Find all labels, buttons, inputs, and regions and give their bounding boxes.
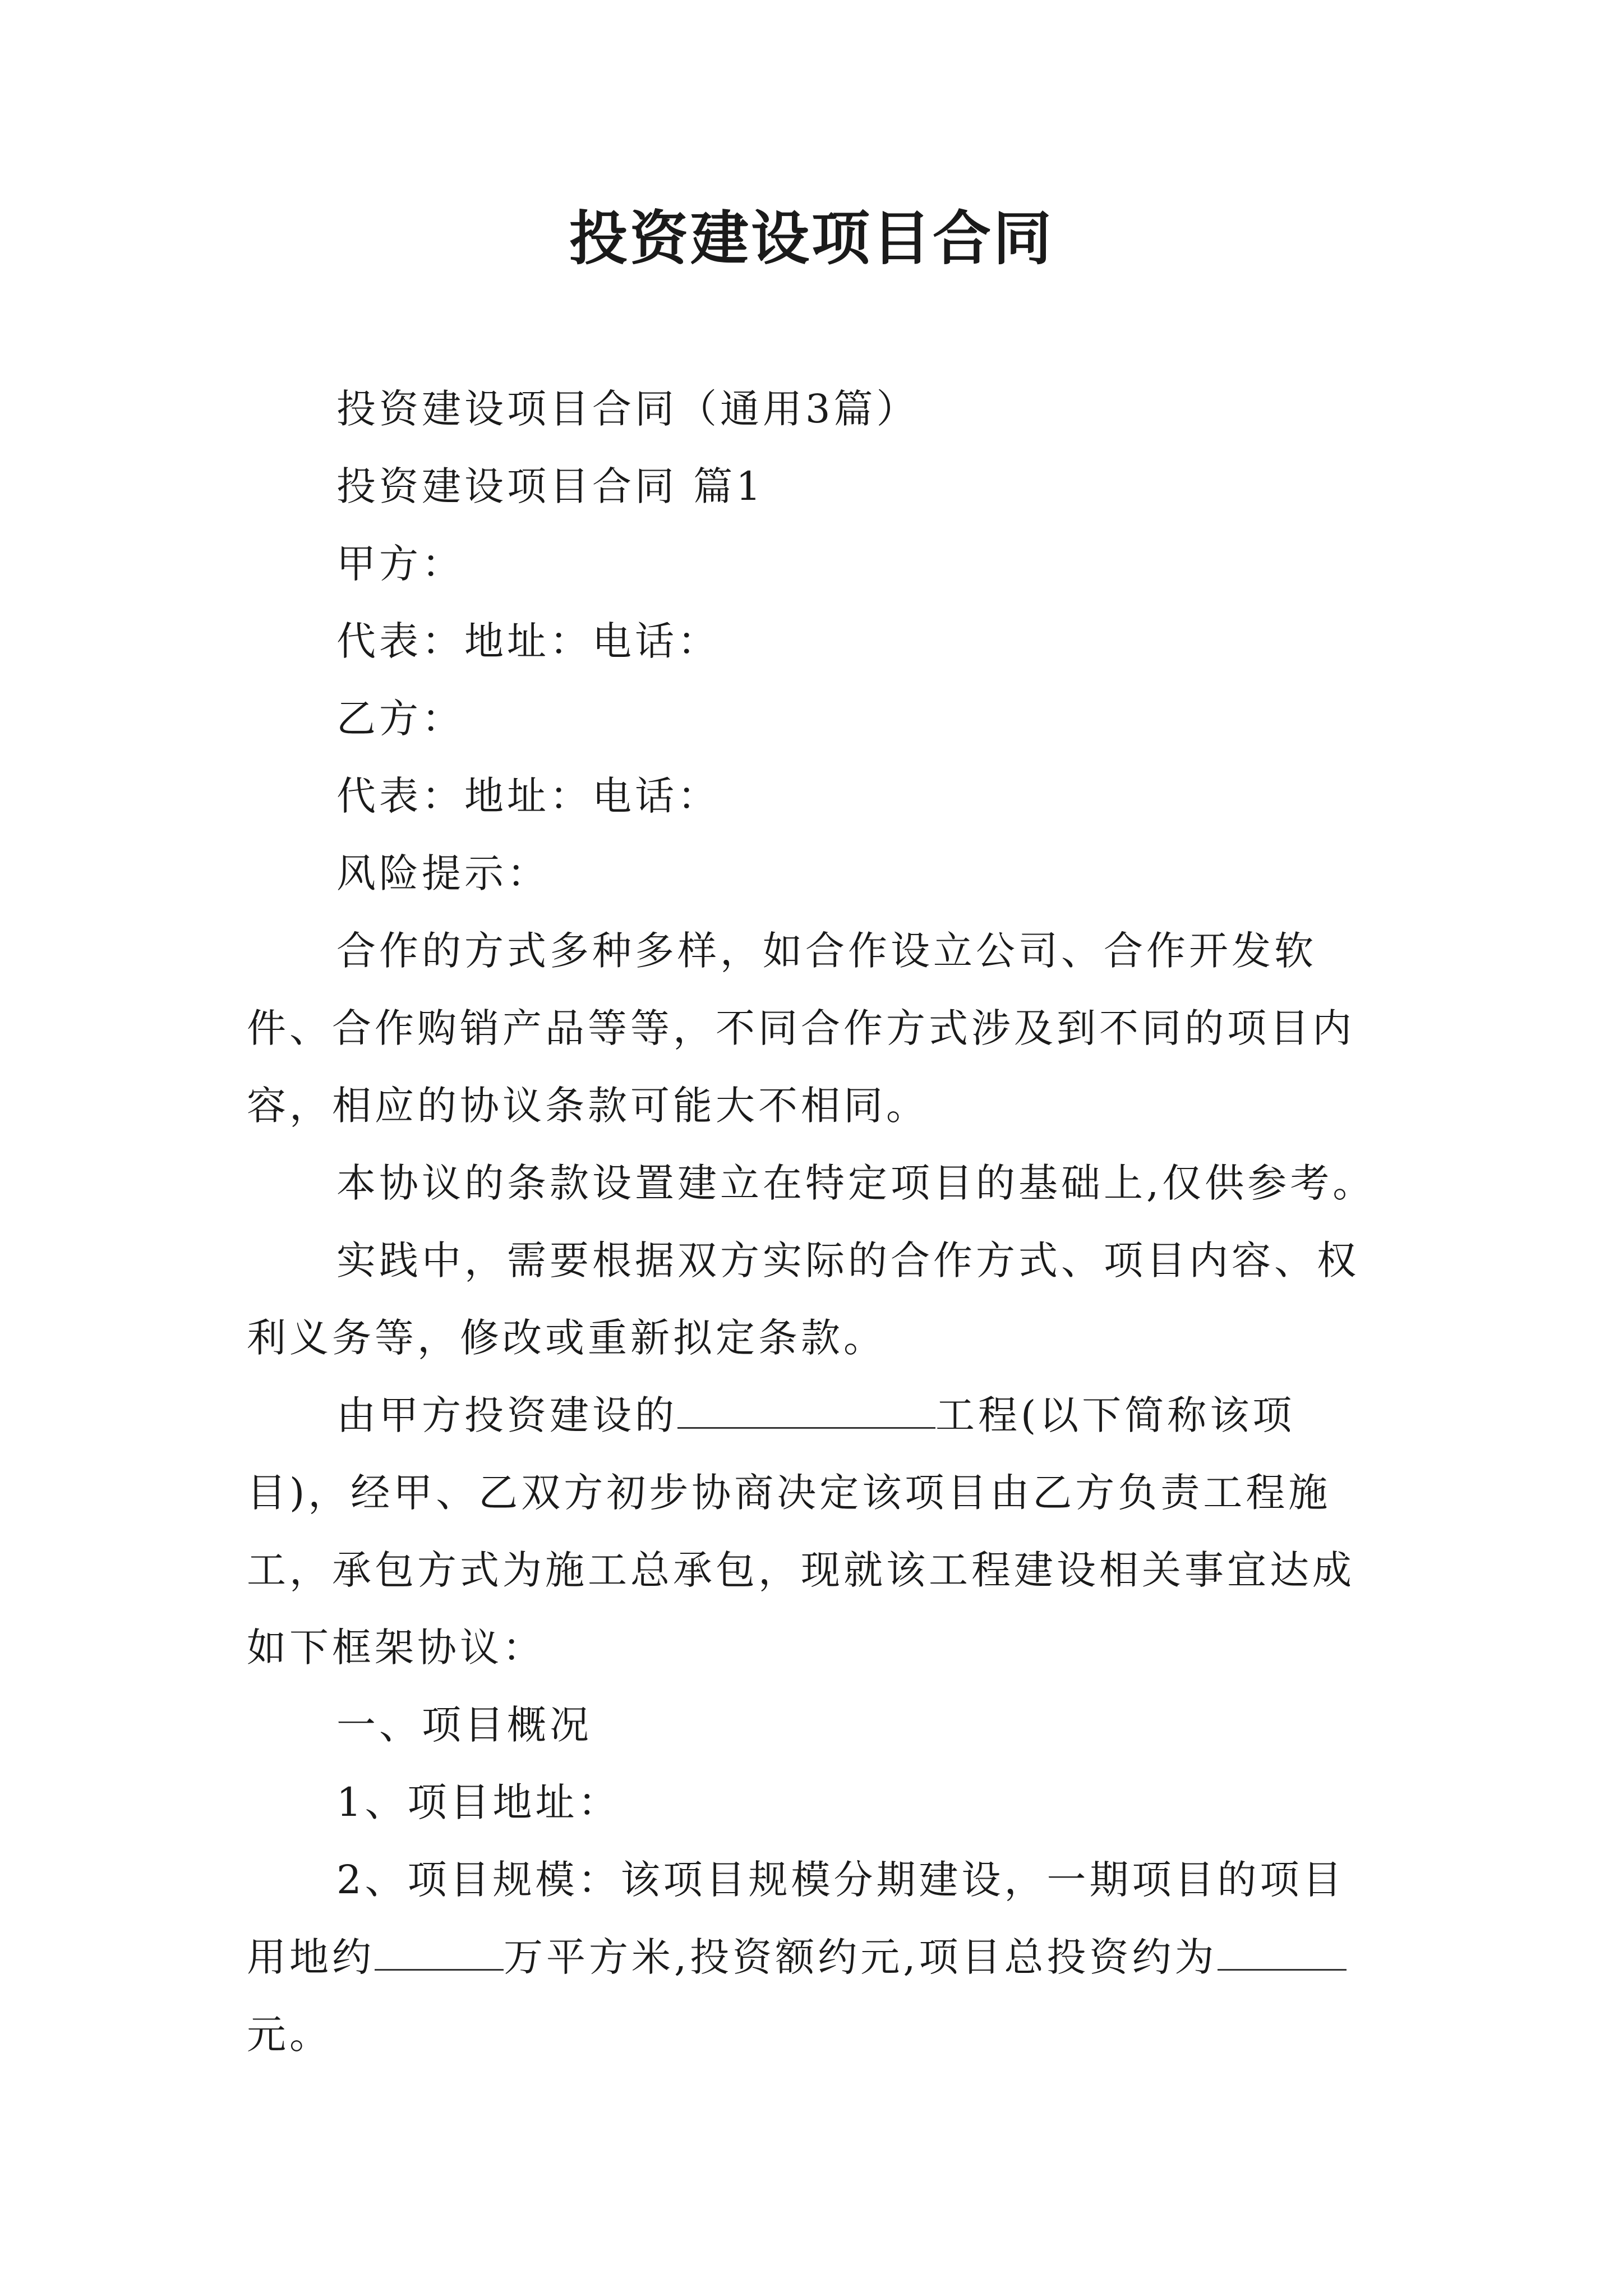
total-investment-blank bbox=[1218, 1930, 1347, 1971]
project-intro-part2: 工程(以下简称该项目)，经甲、乙双方初步协商决定该项目由乙方负责工程施工，承包方式为施工总承包，现就该工程建设相关事宜达成如下框架协议： bbox=[247, 1392, 1355, 1671]
project-scale-part2: 万平方米,投资额约元,项目总投资约为 bbox=[504, 1934, 1218, 1980]
project-scale-part3: 元。 bbox=[247, 2012, 332, 2058]
paragraph-risk-1: 合作的方式多种多样，如合作设立公司、合作开发软件、合作购销产品等等，不同合作方式涉及到不同的项目内容，相应的协议条款可能大不相同。 bbox=[247, 928, 1355, 1129]
document-title: 投资建设项目合同 bbox=[569, 204, 1054, 273]
paragraph-party-b: 乙方： bbox=[336, 696, 464, 742]
paragraph-heading: 投资建设项目合同（通用3篇） bbox=[336, 386, 919, 432]
paragraph-risk-3: 实践中，需要根据双方实际的合作方式、项目内容、权利义务等，修改或重新拟定条款。 bbox=[247, 1237, 1359, 1361]
land-area-blank bbox=[375, 1930, 504, 1971]
project-scale-part1: 2、项目规模：该项目规模分期建设，一期项目的项目用地约 bbox=[247, 1857, 1345, 1980]
project-name-blank bbox=[677, 1388, 935, 1429]
paragraph-section-title: 投资建设项目合同 篇1 bbox=[336, 463, 764, 509]
paragraph-risk-2: 本协议的条款设置建立在特定项目的基础上,仅供参考。 bbox=[336, 1160, 1376, 1206]
paragraph-party-b-contact: 代表：地址：电话： bbox=[336, 773, 720, 819]
paragraph-party-a: 甲方： bbox=[336, 541, 464, 587]
paragraph-project-address: 1、项目地址： bbox=[336, 1779, 621, 1825]
paragraph-project-intro bbox=[247, 1377, 1385, 1686]
project-intro-part1: 由甲方投资建设的 bbox=[336, 1392, 677, 1438]
paragraph-project-scale bbox=[247, 1841, 1385, 2073]
paragraph-party-a-contact: 代表：地址：电话： bbox=[336, 618, 720, 664]
document-body bbox=[247, 370, 1385, 2073]
paragraph-section-one: 一、项目概况 bbox=[336, 1702, 592, 1748]
paragraph-risk-title: 风险提示： bbox=[336, 850, 550, 896]
